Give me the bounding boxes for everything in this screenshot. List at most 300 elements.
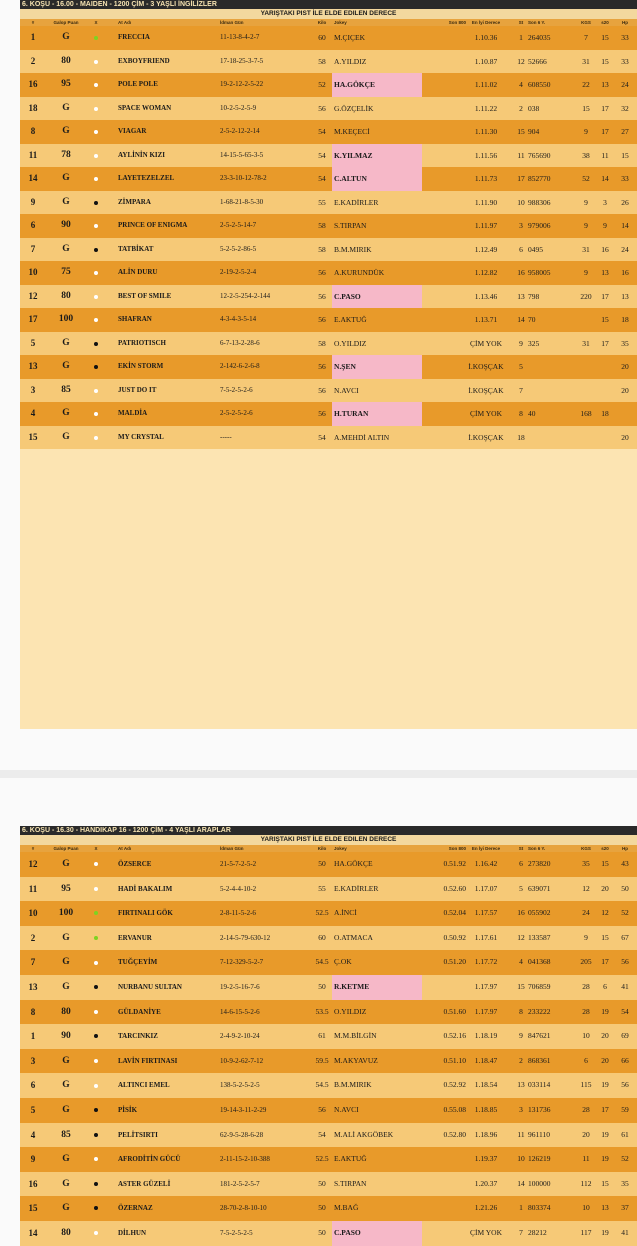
handikap-puan: 32 — [621, 103, 629, 113]
kilo: 60 — [318, 33, 326, 42]
col-st: St — [518, 20, 524, 25]
x-marker — [90, 877, 102, 902]
start-no: 7 — [519, 385, 523, 395]
son-800: 0.50.92 — [443, 932, 466, 942]
x-marker — [90, 1147, 102, 1172]
son-6-yaris: 798 — [528, 291, 540, 301]
handikap-puan: 67 — [621, 932, 629, 942]
kgs — [577, 426, 595, 450]
handikap-puan: 56 — [621, 1080, 629, 1090]
kilo: 54 — [318, 1129, 326, 1139]
x-marker — [90, 1221, 102, 1246]
kilo: 58 — [318, 221, 326, 230]
horse-name: ÖZERNAZ — [118, 1204, 153, 1213]
idman-gun: 14-6-15-5-2-6 — [220, 1007, 260, 1016]
horse-name: VIAGAR — [118, 127, 147, 135]
jockey-name: C.ALTUN — [332, 167, 422, 191]
jockey-name: C.PASO — [332, 285, 422, 309]
kgs: 28 — [582, 981, 590, 991]
horse-number: 16 — [28, 1178, 38, 1189]
col-x: X — [94, 846, 98, 851]
idman-gun: 2-14-5-79-630-12 — [220, 933, 271, 942]
handikap-puan: 61 — [621, 1129, 629, 1139]
status-dot-icon — [94, 389, 98, 393]
kgs: 7 — [584, 33, 588, 42]
son-6-yaris: 041368 — [528, 957, 551, 967]
kilo: 50 — [318, 981, 326, 991]
start-no: 1 — [519, 33, 523, 42]
en-iyi-derece: 1.21.26 — [474, 1203, 498, 1213]
status-dot-icon — [94, 177, 98, 181]
idman-gun: 10-9-2-62-7-12 — [220, 1056, 264, 1065]
son-800: 0.51.60 — [443, 1006, 466, 1016]
start-no: 9 — [519, 1031, 523, 1041]
start-no: 9 — [519, 338, 523, 348]
s20 — [597, 379, 613, 403]
kilo: 56 — [318, 315, 326, 324]
start-no: 8 — [519, 409, 523, 418]
jockey-name: E.AKTUĞ — [334, 1154, 367, 1164]
galop-puan: 85 — [61, 1129, 71, 1140]
handikap-puan: 24 — [621, 244, 629, 254]
s20: 15 — [601, 932, 609, 942]
kgs — [577, 379, 595, 403]
horse-name: FRECCIA — [118, 33, 150, 41]
galop-puan: 90 — [61, 1031, 71, 1042]
jockey-name: E.KADİRLER — [334, 883, 379, 893]
kgs: 15 — [582, 103, 590, 113]
galop-puan: G — [62, 337, 70, 348]
kilo: 52.5 — [315, 908, 329, 918]
en-iyi-derece: 1.11.30 — [474, 127, 498, 136]
idman-gun: 17-18-25-3-7-5 — [220, 56, 264, 65]
status-dot-icon — [94, 83, 98, 87]
horse-number: 11 — [28, 149, 38, 160]
s20: 17 — [601, 1104, 609, 1114]
son-6-yaris: 608550 — [528, 80, 551, 89]
galop-puan: G — [62, 957, 70, 968]
x-marker — [90, 1172, 102, 1197]
kgs: 11 — [582, 1154, 590, 1164]
galop-puan: 75 — [61, 267, 71, 277]
idman-gun: 2-11-15-2-10-388 — [220, 1155, 270, 1164]
son-6-yaris: 131736 — [528, 1104, 551, 1114]
col-en-iyi-derece: En İyi Derece — [471, 20, 501, 25]
kilo: 54 — [318, 432, 326, 442]
status-dot-icon — [94, 985, 98, 989]
status-dot-icon — [94, 1231, 98, 1235]
kilo: 56 — [318, 103, 326, 113]
s20: 19 — [601, 1227, 609, 1237]
kgs — [577, 355, 595, 379]
horse-name: SHAFRAN — [118, 315, 152, 323]
horse-name: EKİN STORM — [118, 362, 164, 370]
table-row — [20, 950, 637, 975]
jockey-name: O.YILDIZ — [334, 338, 367, 348]
status-dot-icon — [94, 1108, 98, 1112]
kilo: 58 — [318, 244, 326, 254]
jockey-name: H.TURAN — [332, 402, 422, 426]
table-row — [20, 1073, 637, 1098]
start-no: 15 — [517, 127, 525, 136]
x-marker — [90, 332, 102, 356]
en-iyi-derece: 1.16.42 — [474, 859, 498, 868]
status-dot-icon — [94, 36, 98, 40]
idman-gun: 2-142-6-2-6-8 — [220, 362, 260, 370]
x-marker — [90, 1196, 102, 1221]
x-marker — [90, 26, 102, 50]
col-son6: Son 6 Y. — [528, 846, 546, 851]
x-marker — [90, 1098, 102, 1123]
race2-column-headers — [20, 845, 637, 852]
horse-number: 7 — [30, 243, 36, 254]
kgs: 10 — [582, 1203, 590, 1213]
race2-header: 6. KOŞU - 16.30 - HANDIKAP 16 - 1200 ÇİM - 4 YAŞLI ARAPLAR — [20, 826, 637, 835]
col-idman: İdman Gün — [220, 846, 244, 851]
idman-gun: 7-12-329-5-2-7 — [220, 958, 264, 967]
en-iyi-derece: 1.13.46 — [474, 291, 498, 301]
kgs: 9 — [584, 197, 588, 207]
status-dot-icon — [94, 412, 98, 416]
race1-page — [20, 0, 637, 729]
start-no: 5 — [519, 883, 523, 893]
horse-number: 1 — [30, 1031, 36, 1042]
handikap-puan: 26 — [621, 197, 629, 207]
jockey-name: N.AVCI — [334, 385, 359, 395]
start-no: 10 — [517, 1154, 525, 1164]
handikap-puan: 66 — [621, 1055, 629, 1065]
galop-puan: 80 — [61, 290, 71, 301]
status-dot-icon — [94, 342, 98, 346]
kilo: 58 — [318, 56, 326, 66]
kilo: 55 — [318, 883, 326, 893]
horse-name: TARCINKIZ — [118, 1032, 158, 1041]
jockey-name: M.M.BİLGİN — [334, 1031, 377, 1041]
kilo: 55 — [318, 197, 326, 207]
jockey-name: Ç.OK — [334, 957, 352, 967]
galop-puan: G — [62, 126, 70, 136]
en-iyi-derece: 1.20.37 — [474, 1178, 498, 1188]
kilo: 54 — [318, 174, 326, 183]
kgs: 28 — [582, 1104, 590, 1114]
handikap-puan: 50 — [621, 883, 629, 893]
horse-number: 5 — [30, 1104, 36, 1115]
col-hp: Hp — [622, 846, 628, 851]
kgs: 6 — [584, 1055, 588, 1065]
idman-gun: 10-2-5-2-5-9 — [220, 103, 257, 112]
col-idman: İdman Gün — [220, 20, 244, 25]
jockey-name: S.TIRPAN — [334, 221, 367, 230]
table-row — [20, 144, 637, 168]
galop-puan: 78 — [61, 149, 71, 160]
handikap-puan: 54 — [621, 1006, 629, 1016]
kilo: 56 — [318, 409, 326, 418]
kgs: 12 — [582, 883, 590, 893]
col-s20: s20 — [601, 846, 609, 851]
handikap-puan: 52 — [621, 908, 629, 918]
en-iyi-derece: 1.12.49 — [474, 244, 498, 254]
horse-number: 14 — [28, 1227, 38, 1238]
status-dot-icon — [94, 436, 98, 440]
handikap-puan: 20 — [621, 432, 629, 442]
x-marker — [90, 1000, 102, 1025]
horse-name: TATBİKAT — [118, 244, 154, 253]
status-dot-icon — [94, 862, 98, 866]
horse-name: ZİMPARA — [118, 197, 151, 206]
son-6-yaris: 904 — [528, 127, 540, 136]
handikap-puan: 20 — [621, 385, 629, 395]
jockey-name: B.M.MIRIK — [334, 1080, 372, 1090]
table-row — [20, 191, 637, 215]
kgs — [577, 308, 595, 332]
son-6-yaris: 28212 — [528, 1227, 547, 1237]
col-s20: s20 — [601, 20, 609, 25]
horse-name: DİLHUN — [118, 1228, 147, 1237]
idman-gun: 2-5-2-5-2-6 — [220, 409, 253, 417]
idman-gun: 19-2-5-16-7-6 — [220, 982, 260, 991]
x-marker — [90, 120, 102, 144]
s20: 15 — [601, 1178, 609, 1188]
jockey-name: A.YILDIZ — [334, 56, 367, 66]
en-iyi-derece: 1.13.71 — [474, 315, 498, 324]
table-row — [20, 167, 637, 191]
son-6-yaris: 264035 — [528, 33, 551, 42]
col-son800: Son 800 — [448, 20, 466, 25]
son-6-yaris: 639071 — [528, 883, 551, 893]
start-no: 15 — [517, 981, 525, 991]
start-no: 10 — [517, 197, 525, 207]
jockey-name: C.PASO — [332, 1221, 422, 1246]
horse-name: ASTER GÜZELİ — [118, 1179, 171, 1188]
horse-name: BEST OF SMILE — [118, 291, 172, 300]
horse-name: HADİ BAKALIM — [118, 884, 173, 893]
horse-number: 7 — [30, 957, 36, 968]
handikap-puan: 27 — [621, 127, 629, 136]
horse-name: ÖZSERCE — [118, 860, 152, 868]
s20: 12 — [601, 908, 609, 918]
en-iyi-derece: İ.KOŞÇAK — [468, 362, 504, 371]
galop-puan: 95 — [61, 883, 71, 894]
son-6-yaris — [528, 426, 576, 450]
son-6-yaris: 126219 — [528, 1154, 551, 1164]
horse-name: ERVANUR — [118, 933, 152, 942]
horse-number: 12 — [28, 859, 38, 869]
col-kilo: Kilo — [317, 846, 327, 851]
x-marker — [90, 402, 102, 426]
kilo: 50 — [318, 1227, 326, 1237]
col-kgs: KGS — [581, 846, 591, 851]
kgs: 24 — [582, 908, 590, 918]
son-6-yaris: 100000 — [528, 1178, 551, 1188]
en-iyi-derece: 1.17.97 — [474, 981, 498, 991]
galop-puan: 80 — [61, 1006, 71, 1017]
galop-puan: G — [62, 1203, 70, 1214]
en-iyi-derece: 1.12.82 — [474, 268, 498, 277]
idman-gun: 19-2-12-2-5-22 — [220, 80, 264, 88]
kilo: 60 — [318, 932, 326, 942]
start-no: 6 — [519, 244, 523, 254]
s20: 17 — [601, 291, 609, 301]
s20: 13 — [601, 80, 609, 89]
col-no: # — [31, 846, 35, 851]
horse-name: FIRTINALI GÖK — [118, 909, 173, 918]
galop-puan: G — [62, 173, 70, 183]
status-dot-icon — [94, 1157, 98, 1161]
status-dot-icon — [94, 130, 98, 134]
galop-puan: G — [62, 1104, 70, 1115]
en-iyi-derece: 1.11.90 — [474, 197, 498, 207]
galop-puan: G — [62, 431, 70, 442]
start-no: 18 — [517, 432, 525, 442]
kgs: 52 — [582, 174, 590, 183]
en-iyi-derece: 1.17.97 — [474, 1006, 498, 1016]
galop-puan: 100 — [58, 908, 74, 919]
kilo: 53.5 — [315, 1006, 329, 1016]
galop-puan: G — [62, 1178, 70, 1189]
horse-number: 8 — [30, 1006, 36, 1017]
en-iyi-derece: 1.11.02 — [474, 80, 498, 89]
son-6-yaris: 70 — [528, 315, 536, 324]
table-row — [20, 1000, 637, 1025]
x-marker — [90, 975, 102, 1000]
son-6-yaris — [528, 379, 576, 403]
start-no: 2 — [519, 1055, 523, 1065]
kgs: 9 — [584, 268, 588, 277]
jockey-name: N.ŞEN — [332, 355, 422, 379]
jockey-name: M.AKYAVUZ — [334, 1055, 378, 1065]
table-row — [20, 355, 637, 379]
horse-name: SPACE WOMAN — [118, 103, 172, 112]
son-6-yaris: 033114 — [528, 1080, 551, 1090]
start-no: 17 — [517, 174, 525, 183]
en-iyi-derece: 1.17.72 — [474, 957, 498, 967]
en-iyi-derece: 1.17.61 — [474, 932, 498, 942]
handikap-puan: 43 — [621, 859, 629, 868]
son-6-yaris: 52666 — [528, 56, 547, 66]
status-dot-icon — [94, 961, 98, 965]
son-6-yaris: 765690 — [528, 150, 551, 160]
en-iyi-derece: 1.11.73 — [474, 174, 498, 183]
horse-number: 17 — [28, 314, 38, 324]
s20: 3 — [603, 197, 607, 207]
handikap-puan — [615, 402, 635, 426]
galop-puan: 90 — [61, 220, 71, 230]
table-row — [20, 877, 637, 902]
horse-number: 13 — [28, 981, 38, 992]
jockey-name: O.ATMACA — [334, 932, 373, 942]
idman-gun: 2-4-9-2-10-24 — [220, 1032, 260, 1041]
handikap-puan: 20 — [621, 362, 629, 371]
son-6-yaris: 133587 — [528, 932, 551, 942]
horse-name: AYLİNİN KIZI — [118, 150, 166, 159]
horse-number: 11 — [28, 883, 38, 894]
col-jokey: Jokey — [334, 846, 347, 851]
status-dot-icon — [94, 1034, 98, 1038]
table-row — [20, 1147, 637, 1172]
table-row — [20, 261, 637, 285]
start-no: 1 — [519, 1203, 523, 1213]
en-iyi-derece: 1.10.36 — [474, 33, 498, 42]
handikap-puan: 41 — [621, 981, 629, 991]
kilo: 50 — [318, 1178, 326, 1188]
start-no: 7 — [519, 1227, 523, 1237]
x-marker — [90, 167, 102, 191]
horse-name: GÜLDANİYE — [118, 1007, 161, 1016]
jockey-name: A.KURUNDÜK — [334, 268, 385, 277]
s20 — [597, 426, 613, 450]
son-6-yaris: 958005 — [528, 268, 551, 277]
start-no: 2 — [519, 103, 523, 113]
table-row — [20, 926, 637, 951]
kgs: 115 — [580, 1080, 592, 1090]
kilo: 59.5 — [315, 1055, 329, 1065]
galop-puan: G — [62, 196, 70, 207]
s20: 11 — [601, 150, 609, 160]
son-6-yaris: 325 — [528, 338, 540, 348]
start-no: 14 — [517, 1178, 525, 1188]
idman-gun: 138-5-2-5-2-5 — [220, 1081, 260, 1090]
horse-number: 13 — [28, 361, 38, 371]
jockey-name: HA.GÖKÇE — [334, 859, 373, 868]
kgs: 9 — [584, 221, 588, 230]
kgs: 20 — [582, 1129, 590, 1139]
table-row — [20, 238, 637, 262]
son-6-yaris: 979006 — [528, 221, 551, 230]
en-iyi-derece: İ.KOŞÇAK — [468, 432, 504, 442]
start-no: 12 — [517, 932, 525, 942]
son-6-yaris: 40 — [528, 409, 536, 418]
jockey-name: HA.GÖKÇE — [332, 73, 422, 97]
son-6-yaris: 988306 — [528, 197, 551, 207]
x-marker — [90, 1123, 102, 1148]
s20: 15 — [601, 859, 609, 868]
handikap-puan: 59 — [621, 1104, 629, 1114]
x-marker — [90, 1073, 102, 1098]
start-no: 8 — [519, 1006, 523, 1016]
horse-number: 6 — [30, 220, 36, 230]
horse-number: 18 — [28, 102, 38, 113]
kgs: 28 — [582, 1006, 590, 1016]
horse-name: EXBOYFRIEND — [118, 56, 170, 65]
col-st: St — [518, 846, 524, 851]
horse-number: 9 — [30, 196, 36, 207]
horse-number: 12 — [28, 290, 38, 301]
kilo: 56 — [318, 1104, 326, 1114]
kgs: 205 — [580, 957, 592, 967]
horse-name: POLE POLE — [118, 80, 158, 88]
kgs: 220 — [580, 291, 592, 301]
horse-name: JUST DO IT — [118, 385, 157, 394]
en-iyi-derece: 1.18.85 — [474, 1104, 498, 1114]
start-no: 13 — [517, 1080, 525, 1090]
status-dot-icon — [94, 365, 98, 369]
s20 — [597, 355, 613, 379]
start-no: 3 — [519, 1104, 523, 1114]
jockey-name: O.YILDIZ — [334, 1006, 367, 1016]
x-marker — [90, 97, 102, 121]
son-6-yaris: 233222 — [528, 1006, 551, 1016]
horse-number: 2 — [30, 932, 36, 943]
col-kgs: KGS — [581, 20, 591, 25]
idman-gun: 2-19-2-5-2-4 — [220, 268, 257, 276]
table-row — [20, 26, 637, 50]
kgs: 35 — [582, 859, 590, 868]
status-dot-icon — [94, 936, 98, 940]
son-800: 0.51.92 — [443, 859, 466, 868]
kilo: 54 — [318, 127, 326, 136]
handikap-puan: 33 — [621, 56, 629, 66]
s20: 19 — [601, 1154, 609, 1164]
